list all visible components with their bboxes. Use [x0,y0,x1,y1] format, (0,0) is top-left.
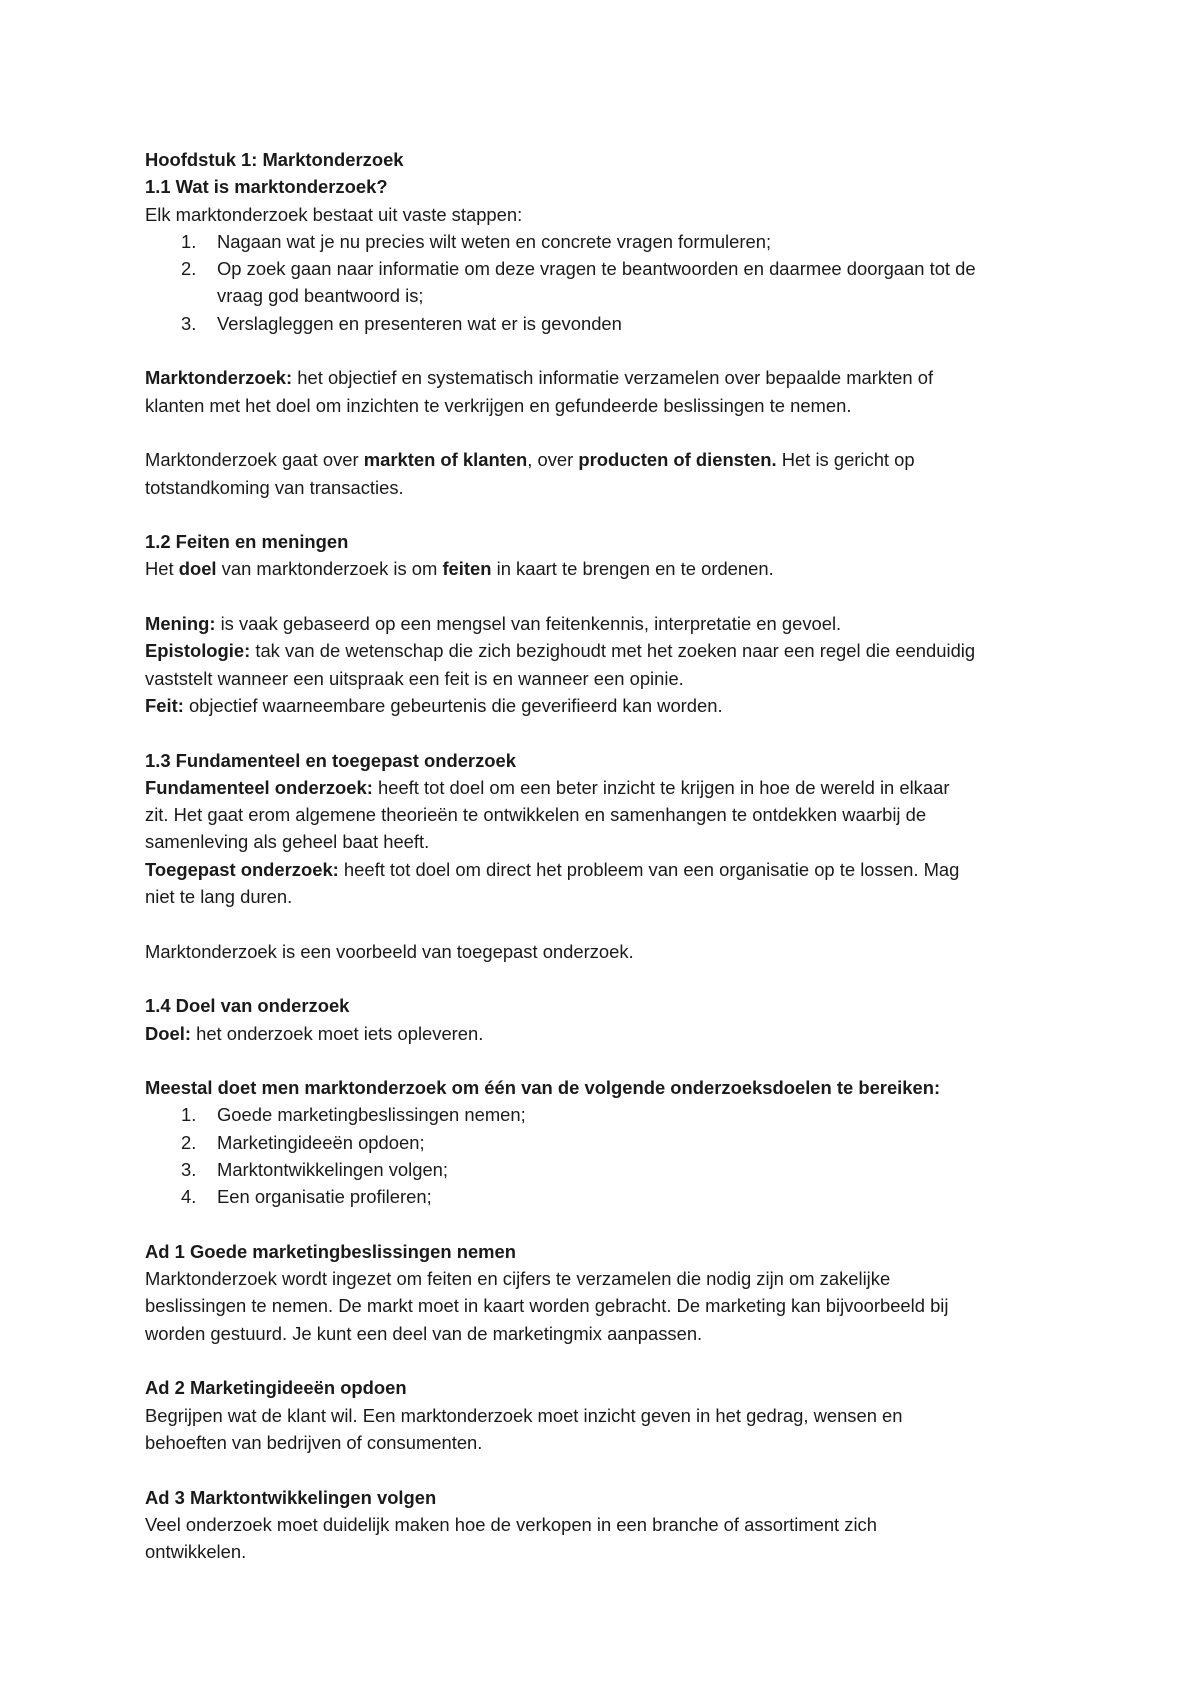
list-item [145,1156,1065,1183]
paragraph-line: behoeften van bedrijven of consumenten. [145,1431,483,1453]
paragraph-line: Marktonderzoek wordt ingezet om feiten en cijfers te verzamelen die nodig zijn om zakelijke [145,1268,891,1290]
subsection-heading-ad2: Ad 2 Marketingideeën opdoen [145,1377,407,1399]
list-item-text: Marketingideeën opdoen; [217,1131,425,1153]
paragraph [145,446,1065,473]
paragraph-line: worden gestuurd. Je kunt een deel van de marketingmix aanpassen. [145,1322,703,1344]
definition-text-line: niet te lang duren. [145,886,293,908]
section-heading-1-3: 1.3 Fundamenteel en toegepast onderzoek [145,749,516,771]
subsection-heading-ad1: Ad 1 Goede marketingbeslissingen nemen [145,1240,516,1262]
list-item-text: Marktontwikkelingen volgen; [217,1158,449,1180]
text-run: in kaart te brengen en te ordenen. [491,558,774,580]
text-run: Marktonderzoek gaat over [145,449,364,471]
definition-term: Mening: [145,613,216,635]
list-number: 4. [181,1186,197,1208]
list-number: 1. [181,1104,197,1126]
definition-text-line: samenleving als geheel baat heeft. [145,831,430,853]
text-run: Het is gericht op [776,449,915,471]
definition-term: Toegepast onderzoek: [145,858,339,880]
section-heading-1-2: 1.2 Feiten en meningen [145,531,349,553]
section-heading-1-1: 1.1 Wat is marktonderzoek? [145,176,388,198]
paragraph-line: beslissingen te nemen. De markt moet in kaart worden gebracht. De marketing kan bijvoorbeeld bij [145,1295,949,1317]
bold-run: feiten [442,558,492,580]
definition-text: het objectief en systematisch informatie verzamelen over bepaalde markten of [292,367,934,389]
list-number: 2. [181,258,197,280]
list-item-text: Verslagleggen en presenteren wat er is gevonden [217,312,622,334]
definition-mening [145,610,1065,637]
definition-term: Marktonderzoek: [145,367,293,389]
definition-text: tak van de wetenschap die zich bezighoudt met het zoeken naar een regel die eenduidig [250,640,976,662]
chapter-title: Hoofdstuk 1: Marktonderzoek [145,149,404,170]
list-item [145,255,1065,282]
paragraph-line: Veel onderzoek moet duidelijk maken hoe de verkopen in een branche of assortiment zich [145,1513,877,1535]
list-item [145,310,1065,337]
subsection-heading-ad3: Ad 3 Marktontwikkelingen volgen [145,1486,437,1508]
list-number: 1. [181,230,197,252]
definition-fundamenteel [145,774,1065,801]
list-item-text: Een organisatie profileren; [217,1186,432,1208]
bold-run: producten of diensten. [578,449,777,471]
list-item-text: Nagaan wat je nu precies wilt weten en concrete vragen formuleren; [217,230,772,252]
list-number: 3. [181,1158,197,1180]
definition-epistologie [145,637,1065,664]
text-run: van marktonderzoek is om [216,558,443,580]
definition-text: heeft tot doel om direct het probleem van een organisatie op te lossen. Mag [338,858,960,880]
definition-text-line: vaststelt wanneer een uitspraak een feit is en wanneer een opinie. [145,667,684,689]
paragraph-line: ontwikkelen. [145,1541,247,1563]
definition-toegepast [145,856,1065,883]
definition-marktonderzoek [145,364,1065,391]
definition-text: objectief waarneembare gebeurtenis die geverifieerd kan worden. [183,694,723,716]
definition-term: Fundamenteel onderzoek: [145,776,373,798]
list-item [145,1183,1065,1210]
steps-intro: Elk marktonderzoek bestaat uit vaste stappen: [145,203,523,225]
list-number: 3. [181,312,197,334]
paragraph-line: Begrijpen wat de klant wil. Een marktonderzoek moet inzicht geven in het gedrag, wensen en [145,1404,903,1426]
definition-text: het onderzoek moet iets opleveren. [190,1022,484,1044]
list-number: 2. [181,1131,197,1153]
document-page [145,146,1065,1565]
definition-text-line: klanten met het doel om inzichten te verkrijgen en gefundeerde beslissingen te nemen. [145,394,852,416]
list-item [145,1129,1065,1156]
definition-feit [145,692,1065,719]
list-item-text: Op zoek gaan naar informatie om deze vragen te beantwoorden en daarmee doorgaan tot de [217,258,976,280]
text-run: Het [145,558,179,580]
definition-doel [145,1020,1065,1047]
list-item [145,1101,1065,1128]
text-run: , over [527,449,579,471]
definition-term: Feit: [145,694,184,716]
paragraph [145,555,1065,582]
definition-term: Epistologie: [145,640,251,662]
bold-run: doel [178,558,217,580]
definition-term: Doel: [145,1022,191,1044]
bold-run: markten of klanten [363,449,528,471]
definition-text: is vaak gebaseerd op een mengsel van feitenkennis, interpretatie en gevoel. [215,613,842,635]
section-heading-1-4: 1.4 Doel van onderzoek [145,995,350,1017]
list-item-continuation: vraag god beantwoord is; [217,285,424,307]
goals-intro: Meestal doet men marktonderzoek om één van de volgende onderzoeksdoelen te bereiken: [145,1077,941,1099]
paragraph: Marktonderzoek is een voorbeeld van toegepast onderzoek. [145,940,634,962]
definition-text: heeft tot doel om een beter inzicht te krijgen in hoe de wereld in elkaar [372,776,950,798]
definition-text-line: zit. Het gaat erom algemene theorieën te ontwikkelen en samenhangen te ontdekken waarbij de [145,804,927,826]
list-item-text: Goede marketingbeslissingen nemen; [217,1104,526,1126]
paragraph-line: totstandkoming van transacties. [145,476,404,498]
list-item [145,228,1065,255]
